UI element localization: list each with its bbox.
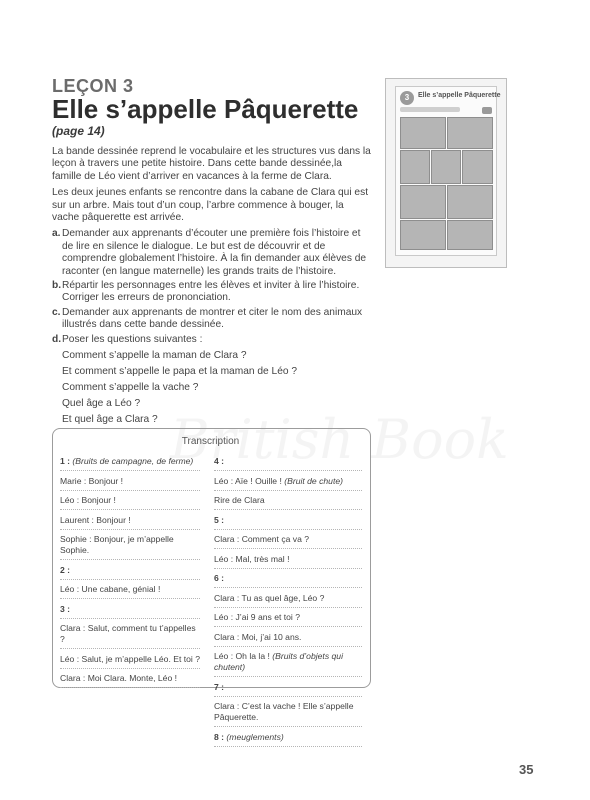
transcript-line: Léo : Oh la la ! (Bruits d’objets qui chutent) (214, 651, 362, 677)
transcript-line: Léo : Bonjour ! (60, 495, 200, 510)
comic-panel (400, 185, 446, 219)
transcript-line: Clara : C’est la vache ! Elle s’appelle Pâquerette. (214, 701, 362, 727)
step-a: a. Demander aux apprenants d’écouter une première fois l’histoire et de lire en silence le dialogue. Le but est de découvrir et de comprendre globalement l’histoire. À la fin demander aux élèves de raconter (en langue maternelle) les grands traits de l’histoire. (52, 228, 367, 277)
transcript-panel-number: 2 : (60, 565, 200, 580)
lesson-label: LEÇON 3 (52, 76, 134, 96)
transcript-line: Clara : Tu as quel âge, Léo ? (214, 593, 362, 608)
transcript-line: Laurent : Bonjour ! (60, 515, 200, 530)
transcript-panel-number: 4 : (214, 456, 362, 471)
transcript-line: Léo : Une cabane, génial ! (60, 584, 200, 599)
transcript-line: Clara : Comment ça va ? (214, 534, 362, 549)
transcription-column-right (214, 456, 362, 751)
transcript-line: Léo : J’ai 9 ans et toi ? (214, 612, 362, 627)
page-reference: (page 14) (52, 124, 105, 138)
transcript-panel-number: 5 : (214, 515, 362, 530)
step-b: b. Répartir les personnages entre les élèves et inviter à lire l’histoire. Corriger les erreurs de prononciation. (52, 280, 360, 304)
comic-panel (462, 150, 493, 184)
transcript-line: 8 : (meuglements) (214, 732, 362, 747)
transcript-line: 1 : (Bruits de campagne, de ferme) (60, 456, 200, 471)
comic-panel (447, 185, 493, 219)
student-book-thumbnail (385, 78, 507, 268)
comic-panel (400, 117, 446, 149)
transcript-panel-number: 3 : (60, 604, 200, 619)
transcription-title: Transcription (181, 436, 240, 447)
comic-panel (400, 220, 446, 250)
comic-panel (431, 150, 461, 184)
question-item: Quel âge a Léo ? (62, 398, 141, 410)
question-item: Comment s’appelle la maman de Clara ? (62, 350, 247, 362)
intro-paragraph-2: Les deux jeunes enfants se rencontre dans la cabane de Clara qui est sur un arbre. Mais tout d’un coup, l’arbre commence à bouger, la vache pâquerette est arrivée. (52, 187, 369, 224)
thumbnail-subtitle-bar (400, 107, 460, 112)
transcript-panel-number: 7 : (214, 682, 362, 697)
audio-icon (482, 107, 492, 114)
transcript-line: Marie : Bonjour ! (60, 476, 200, 491)
step-c: c. Demander aux apprenants de montrer et citer le nom des animaux illustrés dans cette bande dessinée. (52, 306, 363, 331)
comic-panel (447, 220, 493, 250)
lesson-body (52, 146, 372, 428)
thumbnail-page (395, 86, 501, 256)
comic-panel (447, 117, 493, 149)
lesson-badge: 3 (400, 91, 414, 105)
transcript-line: Léo : Mal, très mal ! (214, 554, 362, 569)
comic-panel (400, 150, 430, 184)
question-item: Comment s’appelle la vache ? (62, 382, 199, 394)
transcript-line: Clara : Moi, j’ai 10 ans. (214, 632, 362, 647)
instruction-steps (52, 228, 372, 346)
transcript-panel-number: 6 : (214, 573, 362, 588)
thumbnail-title: Elle s’appelle Pâquerette (418, 92, 501, 99)
transcript-line: Clara : Moi Clara. Monte, Léo ! (60, 673, 200, 688)
page-number: 35 (519, 762, 534, 777)
lesson-title: Elle s’appelle Pâquerette (52, 94, 359, 124)
transcript-line: Rire de Clara (214, 495, 362, 510)
transcript-line: Clara : Salut, comment tu t’appelles ? (60, 623, 200, 649)
step-d: d. Poser les questions suivantes : (52, 333, 203, 345)
question-item: Et comment s’appelle le papa et la maman de Léo ? (62, 366, 298, 378)
transcript-line: Léo : Salut, je m’appelle Léo. Et toi ? (60, 654, 200, 669)
intro-paragraph-1: La bande dessinée reprend le vocabulaire et les structures vus dans la leçon à travers une petite histoire. Dans cette bande dessinée,la famille de Léo vient d’arriver en vacances à la ferme de Clara. (52, 146, 371, 182)
transcript-line: Sophie : Bonjour, je m’appelle Sophie. (60, 534, 200, 560)
transcription-column-left (60, 456, 200, 693)
question-item: Et quel âge a Clara ? (62, 414, 158, 426)
transcript-line: Léo : Aïe ! Ouille ! (Bruit de chute) (214, 476, 362, 491)
